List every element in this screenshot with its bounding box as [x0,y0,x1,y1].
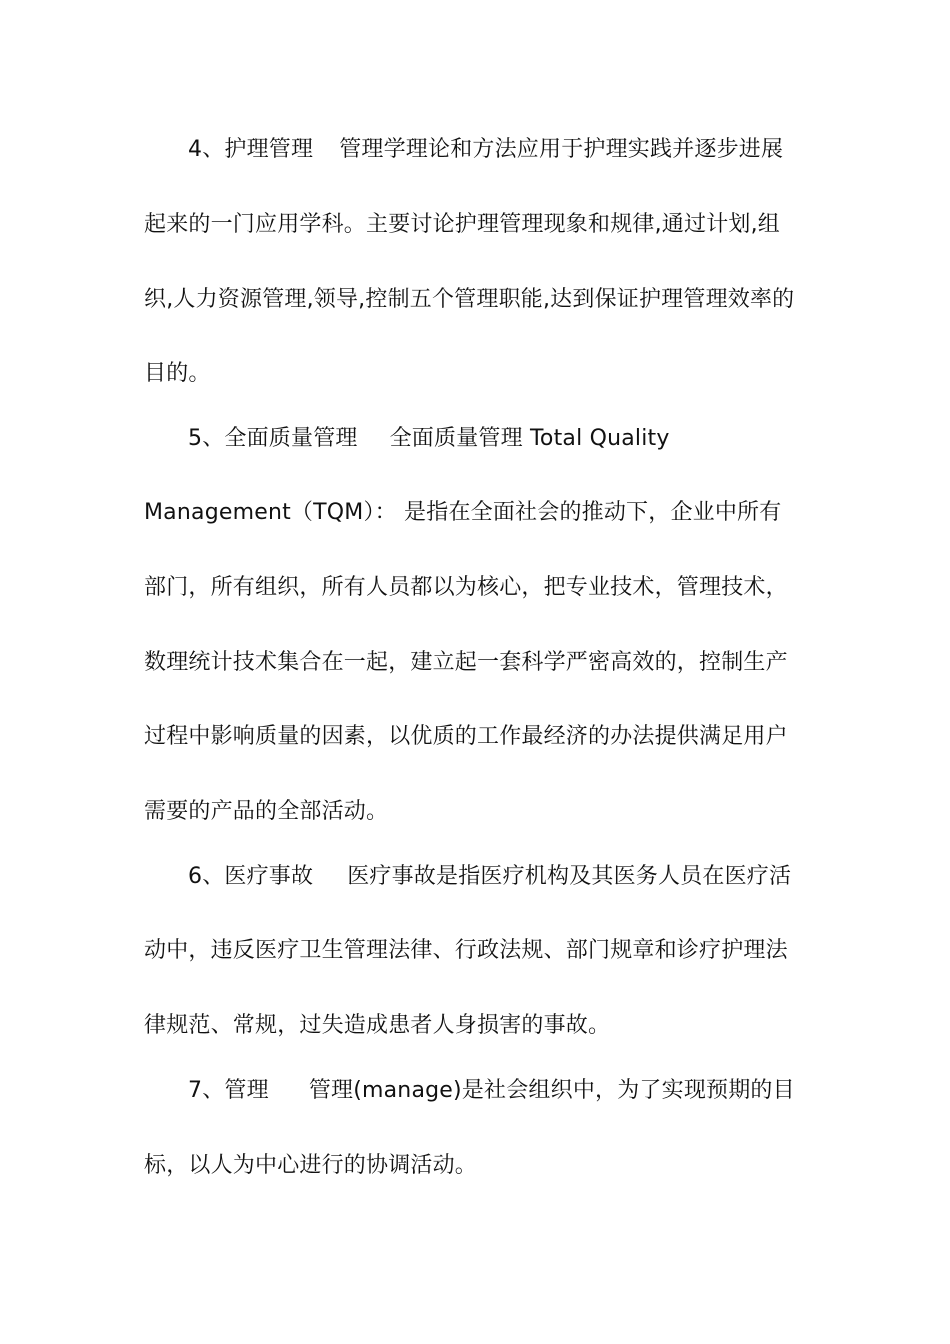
section-7-line-1: 管理(manage)是社会组织中，为了实现预期的目 [308,1078,795,1103]
section-5-first-line [188,424,670,454]
section-5-line-2: Management（TQM）： 是指在全面社会的推动下，企业中所有 [144,500,782,525]
section-7-line-2: 标，以人为中心进行的协调活动。 [144,1153,478,1178]
section-5-heading: 5、全面质量管理 [188,426,358,451]
section-4-line-3: 织,人力资源管理,领导,控制五个管理职能,达到保证护理管理效率的 [144,287,795,312]
section-4-line-1: 管理学理论和方法应用于护理实践并逐步进展 [339,137,784,162]
section-6-heading: 6、医疗事故 [188,864,314,889]
section-6-line-1: 医疗事故是指医疗机构及其医务人员在医疗活 [347,864,792,889]
section-6-first-line [188,862,791,892]
section-4-heading: 4、护理管理 [188,137,314,162]
section-5-line-3: 部门，所有组织，所有人员都以为核心，把专业技术，管理技术， [144,575,788,600]
section-7-first-line [188,1076,795,1106]
section-6-line-2: 动中，违反医疗卫生管理法律、行政法规、部门规章和诊疗护理法 [144,938,788,963]
section-4-first-line [188,135,783,165]
section-5-line-4: 数理统计技术集合在一起，建立起一套科学严密高效的，控制生产 [144,650,788,675]
section-6-line-3: 律规范、常规，过失造成患者人身损害的事故。 [144,1013,611,1038]
section-7-heading: 7、管理 [188,1078,269,1103]
section-5-line-5: 过程中影响质量的因素，以优质的工作最经济的办法提供满足用户 [144,724,788,749]
section-5-line-6: 需要的产品的全部活动。 [144,799,389,824]
section-5-line-1: 全面质量管理 Total Quality [389,426,670,451]
section-4-line-2: 起来的一门应用学科。主要讨论护理管理现象和规律,通过计划,组 [144,212,780,237]
section-4-line-4: 目的。 [144,361,211,386]
